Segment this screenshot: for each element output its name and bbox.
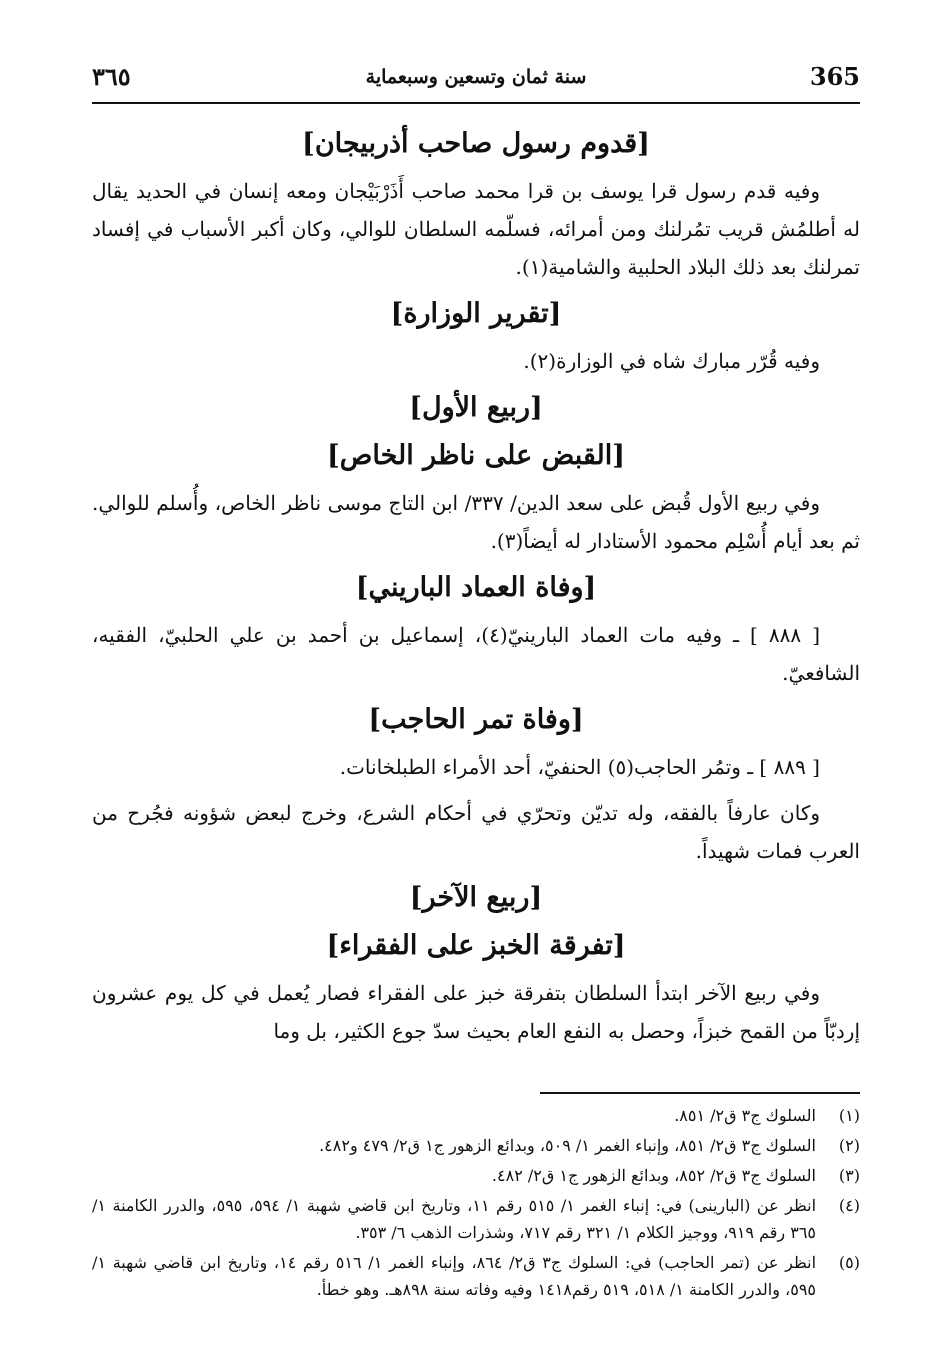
- paragraph: وكان عارفاً بالفقه، وله تديّن وتحرّي في أحكام الشرع، وخرج لبعض شؤونه فجُرح من العرب فمات شهيداً.: [92, 801, 860, 863]
- section-vizierate: [92, 294, 860, 380]
- footnote: [92, 1192, 860, 1246]
- footnote-number: (٣): [838, 1166, 860, 1185]
- section-death-timur-hajib: [92, 700, 860, 870]
- footnote: [92, 1132, 860, 1159]
- footnote-number: (٢): [838, 1136, 860, 1155]
- section-death-barini: [92, 568, 860, 692]
- section-arrest-nazir: [92, 436, 860, 560]
- page-number-latin: 365: [809, 62, 860, 91]
- footnote-text: انظر عن (البارينى) في: إنباء الغمر ١/ ٥١٥ رقم ١١، وتاريخ ابن قاضي شهبة ١/ ٥٩٤، ٥٩٥، والدرر الكامنة ١/ ٣٦٥ رقم ٩١٩، ووجيز الكلام ١/ ٣٢١ رقم ٧١٧، وشذرات الذهب ٦/ ٣٥٣.: [92, 1196, 817, 1242]
- section-heading: [تقرير الوزارة]: [390, 298, 562, 329]
- footnotes: [92, 1092, 860, 1306]
- section-heading: [وفاة تمر الحاجب]: [368, 704, 584, 735]
- section-heading: [القبض على ناظر الخاص]: [326, 440, 626, 471]
- running-title: سنة ثمان وتسعين وسبعماية: [365, 66, 587, 88]
- page-number-arabic: ٣٦٥: [92, 62, 131, 91]
- footnote-text: السلوك ج٣ ق٢/ ٨٥١، وإنباء الغمر ١/ ٥٠٩، وبدائع الزهور ج١ ق٢/ ٤٧٩ و٤٨٢.: [319, 1136, 816, 1155]
- footnote-divider: [540, 1092, 860, 1094]
- footnote: [92, 1249, 860, 1303]
- paragraph: وفيه قُرّر مبارك شاه في الوزارة(٢).: [523, 349, 820, 373]
- month-heading: [ربيع الأول]: [409, 392, 543, 423]
- paragraph: [ ٨٨٨ ] ـ وفيه مات العماد البارينيّ(٤)، إسماعيل بن أحمد بن علي الحلبيّ، الفقيه، الشافعيّ.: [92, 623, 860, 685]
- footnote: [92, 1162, 860, 1189]
- paragraph: وفي ربيع الأول قُبض على سعد الدين/ ٣٣٧/ ابن التاج موسى ناظر الخاص، وأُسلم للوالي. ثم بعد أيام أُسْلِم محمود الأستادار له أيضاً(٣).: [92, 491, 860, 553]
- section-envoy-azerbaijan: [92, 124, 860, 286]
- footnote-number: (٤): [838, 1196, 860, 1215]
- month-heading: [ربيع الآخر]: [409, 882, 543, 913]
- footnote-text: السلوك ج٣ ق٢/ ٨٥١.: [674, 1106, 816, 1125]
- footnote: [92, 1102, 860, 1129]
- footnote-number: (٥): [838, 1253, 860, 1272]
- paragraph: [ ٨٨٩ ] ـ وتمُر الحاجب(٥) الحنفيّ، أحد الأمراء الطبلخانات.: [339, 755, 820, 779]
- page-header: [92, 56, 860, 104]
- section-rabi-al-akhir: [92, 878, 860, 918]
- paragraph: وفي ربيع الآخر ابتدأ السلطان بتفرقة خبز على الفقراء فصار يُعمل في كل يوم عشرون إردبّاً من القمح خبزاً، وحصل به النفع العام بحيث سدّ جوع الكثير، بل وما: [92, 981, 860, 1043]
- footnote-text: السلوك ج٣ ق٢/ ٨٥٢، وبدائع الزهور ج١ ق٢/ ٤٨٢.: [491, 1166, 816, 1185]
- section-heading: [وفاة العماد الباريني]: [355, 572, 597, 603]
- footnote-text: انظر عن (تمر الحاجب) في: السلوك ج٣ ق٢/ ٨٦٤، وإنباء الغمر ١/ ٥١٦ رقم ١٤، وتاريخ ابن قاضي شهبة ١/ ٥٩٥، والدرر الكامنة ١/ ٥١٨، ٥١٩ رقم١٤١٨ وفيه وفاته سنة ٨٩٨هـ. وهو خطأ.: [92, 1253, 817, 1299]
- footnote-number: (١): [838, 1106, 860, 1125]
- page-body: [92, 118, 860, 1058]
- paragraph: وفيه قدم رسول قرا يوسف بن قرا محمد صاحب أَذَرْبَيْجان ومعه إنسان في الحديد يقال له أطلمُش قريب تمُرلنك ومن أمرائه، فسلّمه السلطان للوالي، وكان أكبر الأسباب في إفساد تمرلنك بعد ذلك البلاد الحلبية والشامية(١).: [92, 179, 860, 279]
- section-bread-distribution: [92, 926, 860, 1050]
- section-rabi-al-awwal: [92, 388, 860, 428]
- section-heading: [تفرقة الخبز على الفقراء]: [326, 930, 626, 961]
- section-heading: [قدوم رسول صاحب أذربيجان]: [302, 128, 650, 159]
